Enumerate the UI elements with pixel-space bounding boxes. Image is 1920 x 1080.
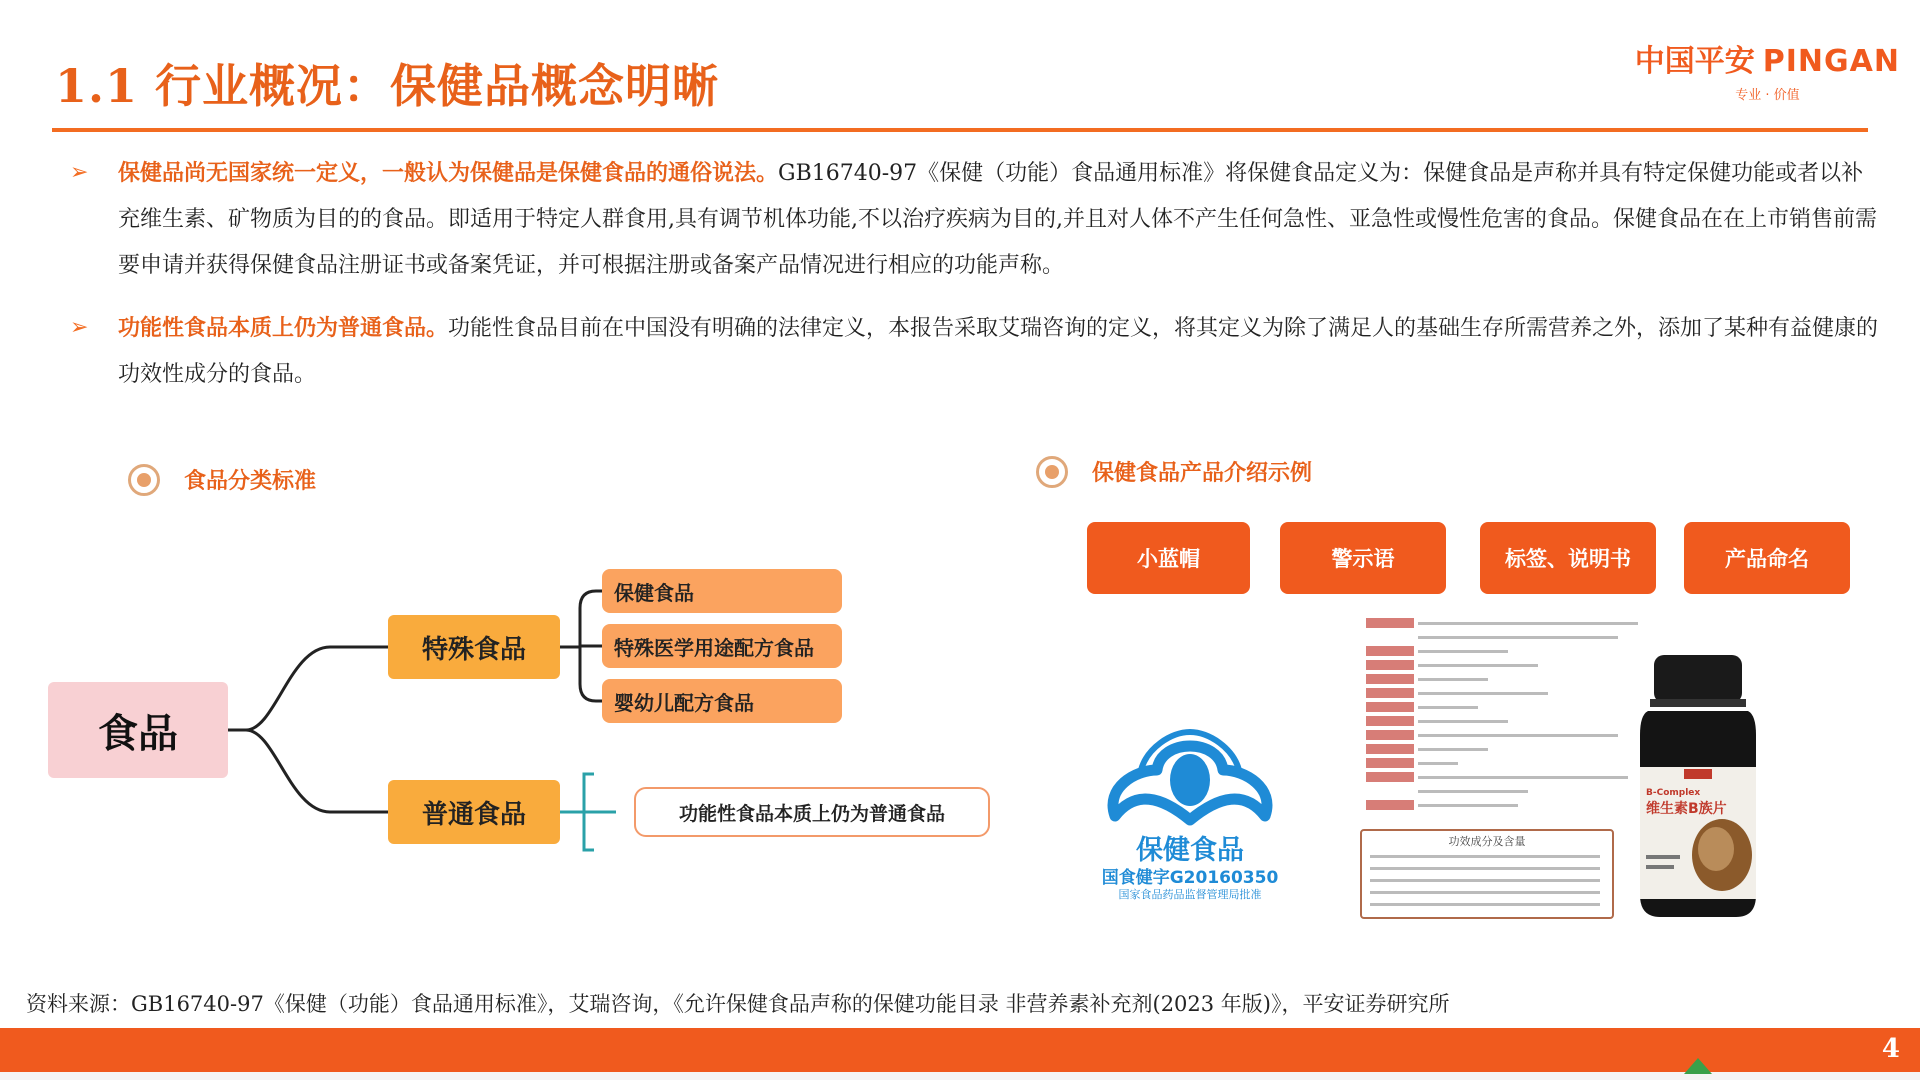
footer-bar [0,1028,1920,1072]
source-citation: 资料来源：GB16740-97《保健（功能）食品通用标准》，艾瑞咨询，《允许保健食品声称的保健功能目录 非营养素补充剂(2023 年版)》，平安证券研究所 [26,992,1450,1016]
triangle-icon [1684,1058,1712,1074]
tag-product-naming: 产品命名 [1684,522,1850,594]
arrow-bullet-icon: ➢ [70,160,89,185]
arrow-bullet-icon: ➢ [70,315,89,340]
bullet-emphasis: 功能性食品本质上仍为普通食品。 [118,315,449,341]
tag-label-manual: 标签、说明书 [1480,522,1656,594]
bottle-brand: B-Complex [1646,788,1701,798]
seal-authority: 国家食品药品监督管理局批准 [1118,888,1262,901]
tree-leaf-health-food: 保健食品 [602,569,842,613]
bullet-text: GB16740-97《保健（功能）食品通用标准》将保健食品定义为：保健食品是声称并具有特定保健功能或者以补充维生素、矿物质为目的的食品。即适用于特定人群食用,具有调节机体功能,不以治疗疾病为目的,并且对人体不产生任何急性、亚急性或慢性危害的食品。保健食品在在上市销售前需要申请并获得保健食品注册证书或备案凭证，并可根据注册或备案产品情况进行相应的功能声称。 [118,161,1877,278]
target-bullet-icon [1036,456,1068,488]
connector-root-special [228,647,388,730]
effect-component-table [1360,829,1614,919]
tree-leaf-medical-formula: 特殊医学用途配方食品 [602,624,842,668]
effect-table-title: 功效成分及含量 [1448,835,1526,848]
health-food-seal [1095,718,1285,908]
logo-en: PINGAN [1762,44,1900,79]
seal-name: 保健食品 [1136,835,1244,866]
section-heading-food-classification: 食品分类标准 [128,464,316,495]
tag-blue-hat: 小蓝帽 [1087,522,1250,594]
page-number: 4 [1881,1034,1900,1064]
bullet-emphasis: 保健品尚无国家统一定义，一般认为保健品是保健食品的通俗说法。 [118,160,779,186]
tree-leaf-infant-formula: 婴幼儿配方食品 [602,679,842,723]
bullet-text: 功能性食品目前在中国没有明确的法律定义，本报告采取艾瑞咨询的定义，将其定义为除了满足人的基础生存所需营养之外，添加了某种有益健康的功效性成分的食品。 [118,316,1879,387]
connector-root-normal [246,730,388,812]
supplement-bottle-image [1640,655,1756,917]
tree-node-normal-food: 普通食品 [388,780,560,844]
page-title: 1.1 行业概况：保健品概念明晰 [55,59,720,113]
bottle-product: 维生素B族片 [1646,801,1727,817]
tree-note-functional-food: 功能性食品本质上仍为普通食品 [634,787,990,837]
blue-hat-icon [1095,718,1285,833]
tree-root-food: 食品 [48,682,228,778]
footer-strip [0,1072,1920,1080]
seal-approval-code: 国食健字G20160350 [1101,868,1279,888]
logo-tagline: 专业 · 价值 [1735,88,1800,103]
logo-cn: 中国平安 [1634,44,1755,79]
tag-warning: 警示语 [1280,522,1446,594]
tree-node-special-food: 特殊食品 [388,615,560,679]
section-heading-product-example: 保健食品产品介绍示例 [1036,456,1312,487]
